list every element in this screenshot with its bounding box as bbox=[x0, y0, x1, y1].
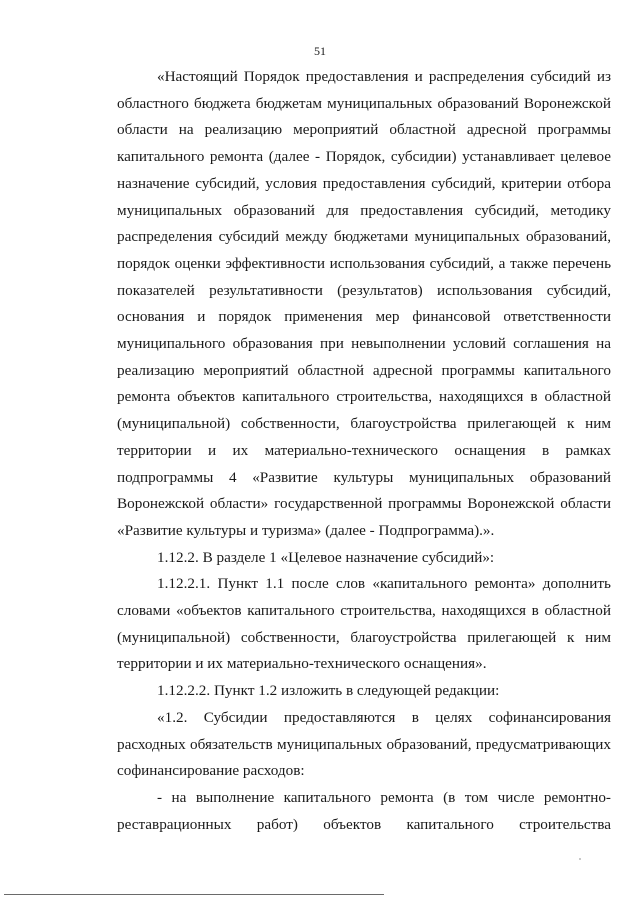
scan-speck bbox=[579, 858, 581, 860]
paragraph-order-description: «Настоящий Порядок предоставления и распределения субсидий из областного бюджета бюджетам муниципальных образований Воронежской области на реализацию мероприятий областной адресной программы капитального ремонта (далее - Порядок, субсидии) устанавливает целевое назначение субсидий, условия предоставления субсидий, критерии отбора муниципальных образований для предоставления субсидий, методику распределения субсидий между бюджетами муниципальных образований, порядок оценки эффективности использования субсидий, а также перечень показателей результативности (результатов) использования субсидий, основания и порядок применения мер финансовой ответственности муниципального образования при невыполнении условий соглашения на реализацию мероприятий областной адресной программы капитального ремонта объектов капитального строительства, находящихся в областной (муниципальной) собственности, благоустройства прилегающей к ним территории и их материально-технического оснащения в рамках подпрограммы 4 «Развитие культуры муниципальных образований Воронежской области» государственной программы Воронежской области «Развитие культуры и туризма» (далее - Подпрограмма).». bbox=[117, 68, 611, 539]
bottom-divider bbox=[4, 894, 384, 895]
paragraph-item-1-2-text: «1.2. Субсидии предоставляются в целях софинансирования расходных обязательств муниципальных образований, предусматривающих софинансирование расходов: bbox=[117, 708, 611, 780]
paragraph-capital-repair-item: - на выполнение капитального ремонта (в том числе ремонтно-реставрационных работ) объектов капитального строительства bbox=[117, 788, 611, 833]
paragraph-item-1-2-amendment: 1.12.2.2. Пункт 1.2 изложить в следующей редакции: bbox=[157, 682, 500, 700]
document-body bbox=[117, 64, 611, 838]
paragraph-item-1-1-amendment: 1.12.2.1. Пункт 1.1 после слов «капитального ремонта» дополнить словами «объектов капитального строительства, находящихся в областной (муниципальной) собственности, благоустройства прилегающей к ним территории и их материально-технического оснащения». bbox=[117, 575, 611, 673]
page-number: 51 bbox=[314, 44, 326, 58]
paragraph-section-1-amendment: 1.12.2. В разделе 1 «Целевое назначение субсидий»: bbox=[157, 548, 495, 566]
